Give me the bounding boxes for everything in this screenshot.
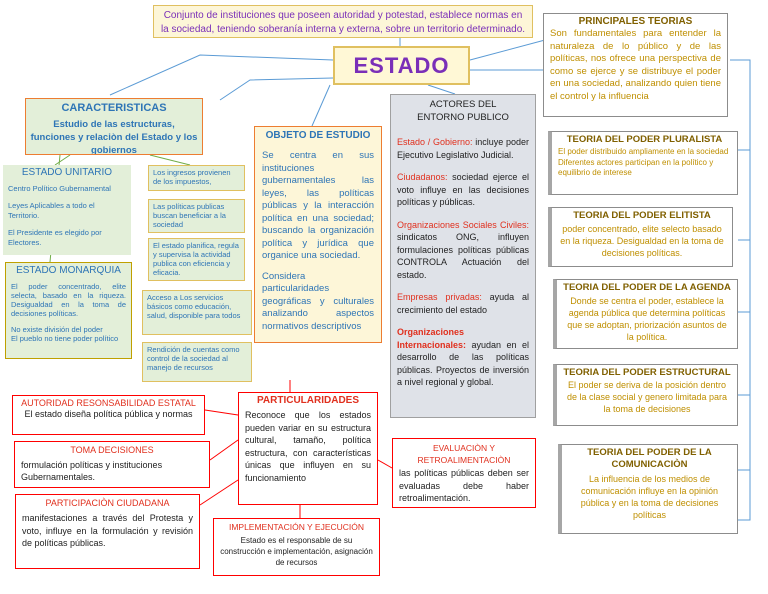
actor-label: Organizaciones Internacionales: <box>397 327 467 350</box>
caracteristica-item: El estado planifica, regula y supervisa la actividad publica con eficiencia y eficacia. <box>153 241 239 277</box>
teoria-pluralista-text2: Diferentes actores participan en la político y equilibrio de interese <box>558 158 714 177</box>
caracteristica-item: Acceso a Los servicios básicos como educación, salud, disponible para todos <box>147 293 241 320</box>
actores-title: ACTORES DEL ENTORNO PUBLICO <box>417 99 509 123</box>
toma-decisiones-box <box>14 441 210 488</box>
main-title-box <box>333 46 470 85</box>
actor-label: Organizaciones Sociales Civiles: <box>397 219 529 230</box>
principales-teorias-title: PRINCIPALES TEORIAS <box>578 16 693 27</box>
particularidades-box <box>238 392 378 505</box>
estado-monarquia-text1: El poder concentrado, elite selecta, basado en la riqueza. Desigualdad en la toma de decisiones políticas. <box>11 282 126 318</box>
actor-text: incluye poder Ejecutivo Legislativo Judicial. <box>397 137 529 160</box>
caracteristicas-box <box>25 98 203 155</box>
actor-text: sindicatos ONG, influyen formulaciones políticas públicas CONTROLA Actuación del estado. <box>397 232 529 280</box>
implementacion-text: Estado es el responsable de su construcción e implementación, asignación de recursos <box>220 536 373 567</box>
autoridad-box <box>12 395 205 435</box>
participacion-title: PARTICIPACIÒN CIUDADANA <box>45 498 170 508</box>
actor-item <box>397 171 529 209</box>
estado-unitario-title: ESTADO UNITARIO <box>21 167 113 178</box>
actor-text: ayuda al crecimiento del estado <box>397 292 529 315</box>
actor-text: ayudan en el desarrollo de las políticas públicas. Proyectos de inversión a nivel regional y global. <box>397 339 529 387</box>
caracteristica-item-box <box>142 290 252 335</box>
caracteristica-item-box <box>142 342 252 382</box>
caracteristica-item: Las políticas publicas buscan beneficiar a la sociedad <box>153 202 226 229</box>
caracteristica-item: Los ingresos provienen de los impuestos, <box>153 168 231 186</box>
teoria-elitista-box <box>548 207 733 267</box>
teoria-agenda-title: TEORIA DEL PODER DE LA AGENDA <box>563 282 731 293</box>
main-title: ESTADO <box>353 52 450 78</box>
actor-label: Empresas privadas: <box>397 292 482 302</box>
teoria-agenda-box <box>553 279 738 349</box>
teoria-estructural-title: TEORIA DEL PODER ESTRUCTURAL <box>563 367 731 378</box>
actores-box <box>390 94 536 418</box>
autoridad-text: El estado diseña política pública y normas <box>24 409 193 419</box>
participacion-box <box>15 494 200 569</box>
actor-text: sociedad ejerce el voto influye en las decisiones políticas y públicas. <box>397 172 529 207</box>
caracteristica-item-box <box>148 165 245 191</box>
teoria-pluralista-text1: El poder distribuido ampliamente en la sociedad <box>558 147 729 156</box>
teoria-agenda-text: Donde se centra el poder, establece la agenda pública que determina políticas que se adoptan, priorización asuntos de la política. <box>567 296 727 342</box>
estado-unitario-item: El Presidente es elegido por Electores. <box>8 228 102 247</box>
caracteristica-item-box <box>148 238 245 281</box>
teoria-pluralista-title: TEORIA DEL PODER PLURALISTA <box>566 134 723 145</box>
caracteristica-item: Rendición de cuentas como control de la sociedad al manejo de recursos <box>147 345 240 372</box>
particularidades-title: PARTICULARIDADES <box>256 395 360 406</box>
toma-decisiones-text: formulación políticas y instituciones Gubernamentales. <box>21 460 163 482</box>
actor-label: Ciudadanos: <box>397 172 448 182</box>
actor-item <box>397 219 529 282</box>
teoria-estructural-box <box>553 364 738 426</box>
implementacion-box <box>213 518 380 576</box>
definition-text: Conjunto de instituciones que poseen autoridad y potestad, establece normas en la sociedad, teniendo soberanía interna y externa, sobre un territorio determinado. <box>160 10 526 35</box>
evaluacion-text: las políticas públicas deben ser evaluadas debe haber retroalimentación. <box>399 468 529 503</box>
objeto-estudio-text2: Considera particularidades geográficas y culturales analizando aspectos normativos descriptivos <box>262 270 374 332</box>
caracteristica-item-box <box>148 199 245 233</box>
teoria-comunicacion-title: TEORIA DEL PODER DE LA COMUNICACIÒN <box>587 447 712 470</box>
actor-item <box>397 136 529 161</box>
principales-teorias-text: Son fundamentales para entender la naturaleza de lo público y de las políticas, nos ofrece una perspectiva de como se ejerce y se distribuye el poder en una sociedad, analizando quien tiene el control y la influencia <box>550 28 721 102</box>
participacion-text: manifestaciones a través del Protesta y voto, influye en la formulación y revisión de políticas públicas. <box>22 513 193 548</box>
caracteristicas-subtitle: Estudio de las estructuras, funciones y relaciòn del Estado y los gobiernos <box>30 119 198 155</box>
caracteristicas-title: CARACTERISTICAS <box>61 102 167 114</box>
teoria-comunicacion-box <box>558 444 738 534</box>
estado-monarquia-box <box>5 262 132 359</box>
estado-monarquia-text2: No existe división del poder El pueblo no tiene poder político <box>11 325 119 343</box>
actor-item <box>397 291 529 316</box>
principales-teorias-box <box>543 13 728 117</box>
teoria-pluralista-box <box>548 131 738 195</box>
toma-decisiones-title: TOMA DECISIONES <box>70 445 154 455</box>
objeto-estudio-box <box>254 126 382 343</box>
estado-unitario-box <box>3 165 131 255</box>
teoria-comunicacion-text: La influencia de los medios de comunicación influye en la opinión pública y en la toma de decisiones políticas <box>580 474 719 520</box>
estado-unitario-item: Centro Político Gubernamental <box>8 184 111 193</box>
objeto-estudio-text1: Se centra en sus instituciones gubernamentales las leyes, las políticas públicas y la interacción política en una sociedad; buscando la organización política y jurídica que organice una sociedad. <box>262 150 374 261</box>
actor-label: Estado / Gobierno: <box>397 137 473 147</box>
evaluacion-title: EVALUACIÒN Y RETROALIMENTACIÒN <box>417 443 511 465</box>
estado-monarquia-title: ESTADO MONARQUIA <box>16 265 121 276</box>
evaluacion-box <box>392 438 536 508</box>
teoria-estructural-text: El poder se deriva de la posición dentro de la clase social y genero limitada para la toma de decisiones <box>566 380 728 414</box>
actor-item <box>397 326 529 389</box>
autoridad-title: AUTORIDAD RESONSABILIDAD ESTATAL <box>21 398 196 408</box>
implementacion-title: IMPLEMENTACIÓN Y EJECUCIÓN <box>228 522 365 532</box>
particularidades-text: Reconoce que los estados pueden variar en su estructura cultural, tamaño, política estructura, con características únicas que influyen en su funcionamiento <box>245 410 371 483</box>
objeto-estudio-title: OBJETO DE ESTUDIO <box>265 130 371 141</box>
definition-box <box>153 5 533 38</box>
teoria-elitista-title: TEORIA DEL PODER ELITISTA <box>573 210 711 221</box>
estado-unitario-item: Leyes Aplicables a todo el Territorio. <box>8 201 95 220</box>
teoria-elitista-text: poder concentrado, elite selecto basado en la riqueza. Desigualdad en la toma de decisiones políticas. <box>560 224 724 258</box>
